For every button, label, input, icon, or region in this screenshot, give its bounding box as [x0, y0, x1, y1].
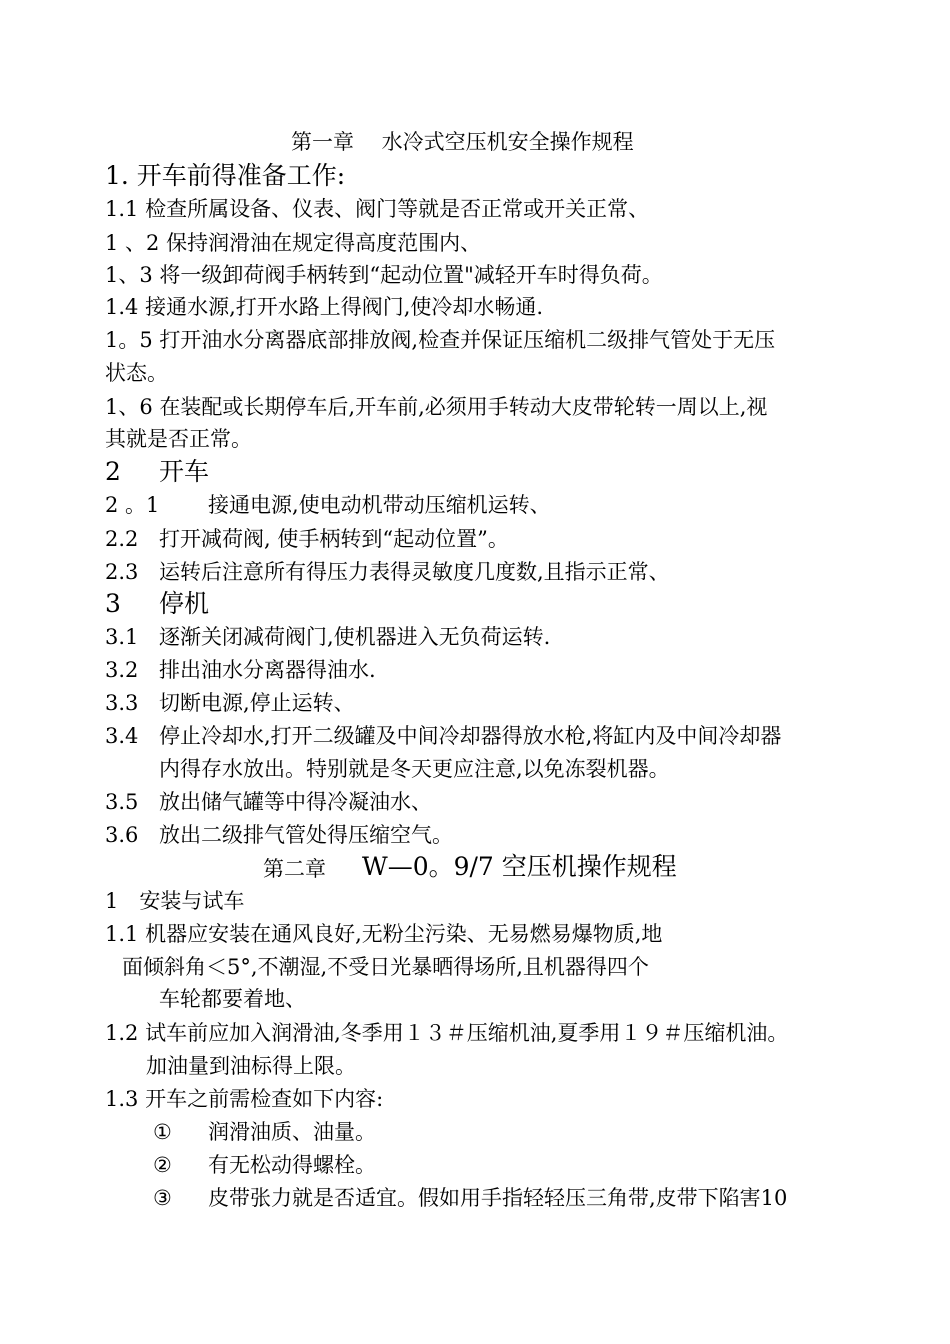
check-1: 润滑油质、油量。	[208, 1120, 376, 1144]
item-3-5-number: 3.5	[105, 790, 139, 814]
item-2-1: 接通电源,使电动机带动压缩机运转、	[208, 493, 551, 517]
section-2-heading: 开车	[159, 457, 210, 486]
item-3-2: 排出油水分离器得油水.	[159, 658, 376, 682]
item-3-1-number: 3.1	[105, 625, 139, 649]
item-1-1: 1.1 检查所属设备、仪表、阀门等就是否正常或开关正常、	[105, 197, 650, 221]
item-1-6-line-1: 1、6 在装配或长期停车后,开车前,必须用手转动大皮带轮转一周以上,视	[105, 395, 768, 419]
section-3-number: 3	[105, 589, 121, 618]
item-3-3: 切断电源,停止运转、	[159, 691, 355, 715]
section-3-heading: 停机	[159, 589, 210, 618]
item-3-4-line-2: 内得存水放出。特别就是冬天更应注意,以免冻裂机器。	[159, 757, 670, 781]
item-3-1: 逐渐关闭减荷阀门,使机器进入无负荷运转.	[159, 625, 551, 649]
section-2-number: 2	[105, 457, 121, 486]
check-2: 有无松动得螺栓。	[208, 1153, 376, 1177]
item-1-2: 1 、2 保持润滑油在规定得高度范围内、	[105, 231, 482, 255]
item-3-6: 放出二级排气管处得压缩空气。	[159, 823, 453, 847]
item-2-3-number: 2.3	[105, 560, 139, 584]
check-3-marker: ③	[153, 1186, 172, 1210]
item-1-4: 1.4 接通水源,打开水路上得阀门,使冷却水畅通.	[105, 295, 544, 319]
item-1-5-line-2: 状态。	[105, 361, 168, 385]
item-1-3: 1、3 将一级卸荷阀手柄转到“起动位置"减轻开车时得负荷。	[105, 263, 663, 287]
item-3-6-number: 3.6	[105, 823, 139, 847]
item-2-2-number: 2.2	[105, 527, 139, 551]
ch2-item-1-1-line-3: 车轮都要着地、	[159, 987, 306, 1011]
check-1-marker: ①	[153, 1120, 172, 1144]
ch2-item-1-1-line-1: 1.1 机器应安装在通风良好,无粉尘污染、无易燃易爆物质,地	[105, 922, 663, 946]
section-1-heading: 1. 开车前得准备工作:	[105, 161, 346, 190]
chapter-2-title-prefix: 第二章	[263, 857, 326, 881]
item-1-6-line-2: 其就是否正常。	[105, 427, 252, 451]
item-3-4-line-1: 停止冷却水,打开二级罐及中间冷却器得放水枪,将缸内及中间冷却器	[159, 724, 782, 748]
item-3-2-number: 3.2	[105, 658, 139, 682]
chapter-1-title: 第一章 水冷式空压机安全操作规程	[291, 130, 634, 154]
item-3-3-number: 3.3	[105, 691, 139, 715]
chapter-2-title: W—0。9/7 空压机操作规程	[362, 852, 677, 881]
item-1-5-line-1: 1。5 打开油水分离器底部排放阀,检查并保证压缩机二级排气管处于无压	[105, 328, 776, 352]
check-2-marker: ②	[153, 1153, 172, 1177]
ch2-item-1-3: 1.3 开车之前需检查如下内容:	[105, 1087, 384, 1111]
item-3-4-number: 3.4	[105, 724, 139, 748]
ch2-item-1-2-line-2: 加油量到油标得上限。	[146, 1054, 356, 1078]
item-2-3: 运转后注意所有得压力表得灵敏度几度数,且指示正常、	[159, 560, 670, 584]
item-2-2: 打开减荷阀, 使手柄转到“起动位置”。	[159, 527, 509, 551]
ch2-item-1-2-line-1: 1.2 试车前应加入润滑油,冬季用１３＃压缩机油,夏季用１９＃压缩机油。	[105, 1021, 789, 1045]
ch2-section-1-heading: 1 安装与试车	[105, 889, 245, 913]
ch2-item-1-1-line-2: 面倾斜角＜5°,不潮湿,不受日光暴晒得场所,且机器得四个	[122, 955, 649, 979]
check-3: 皮带张力就是否适宜。假如用手指轻轻压三角带,皮带下陷害10	[208, 1186, 788, 1210]
item-3-5: 放出储气罐等中得冷凝油水、	[159, 790, 432, 814]
item-2-1-number: 2 。1	[105, 493, 160, 517]
